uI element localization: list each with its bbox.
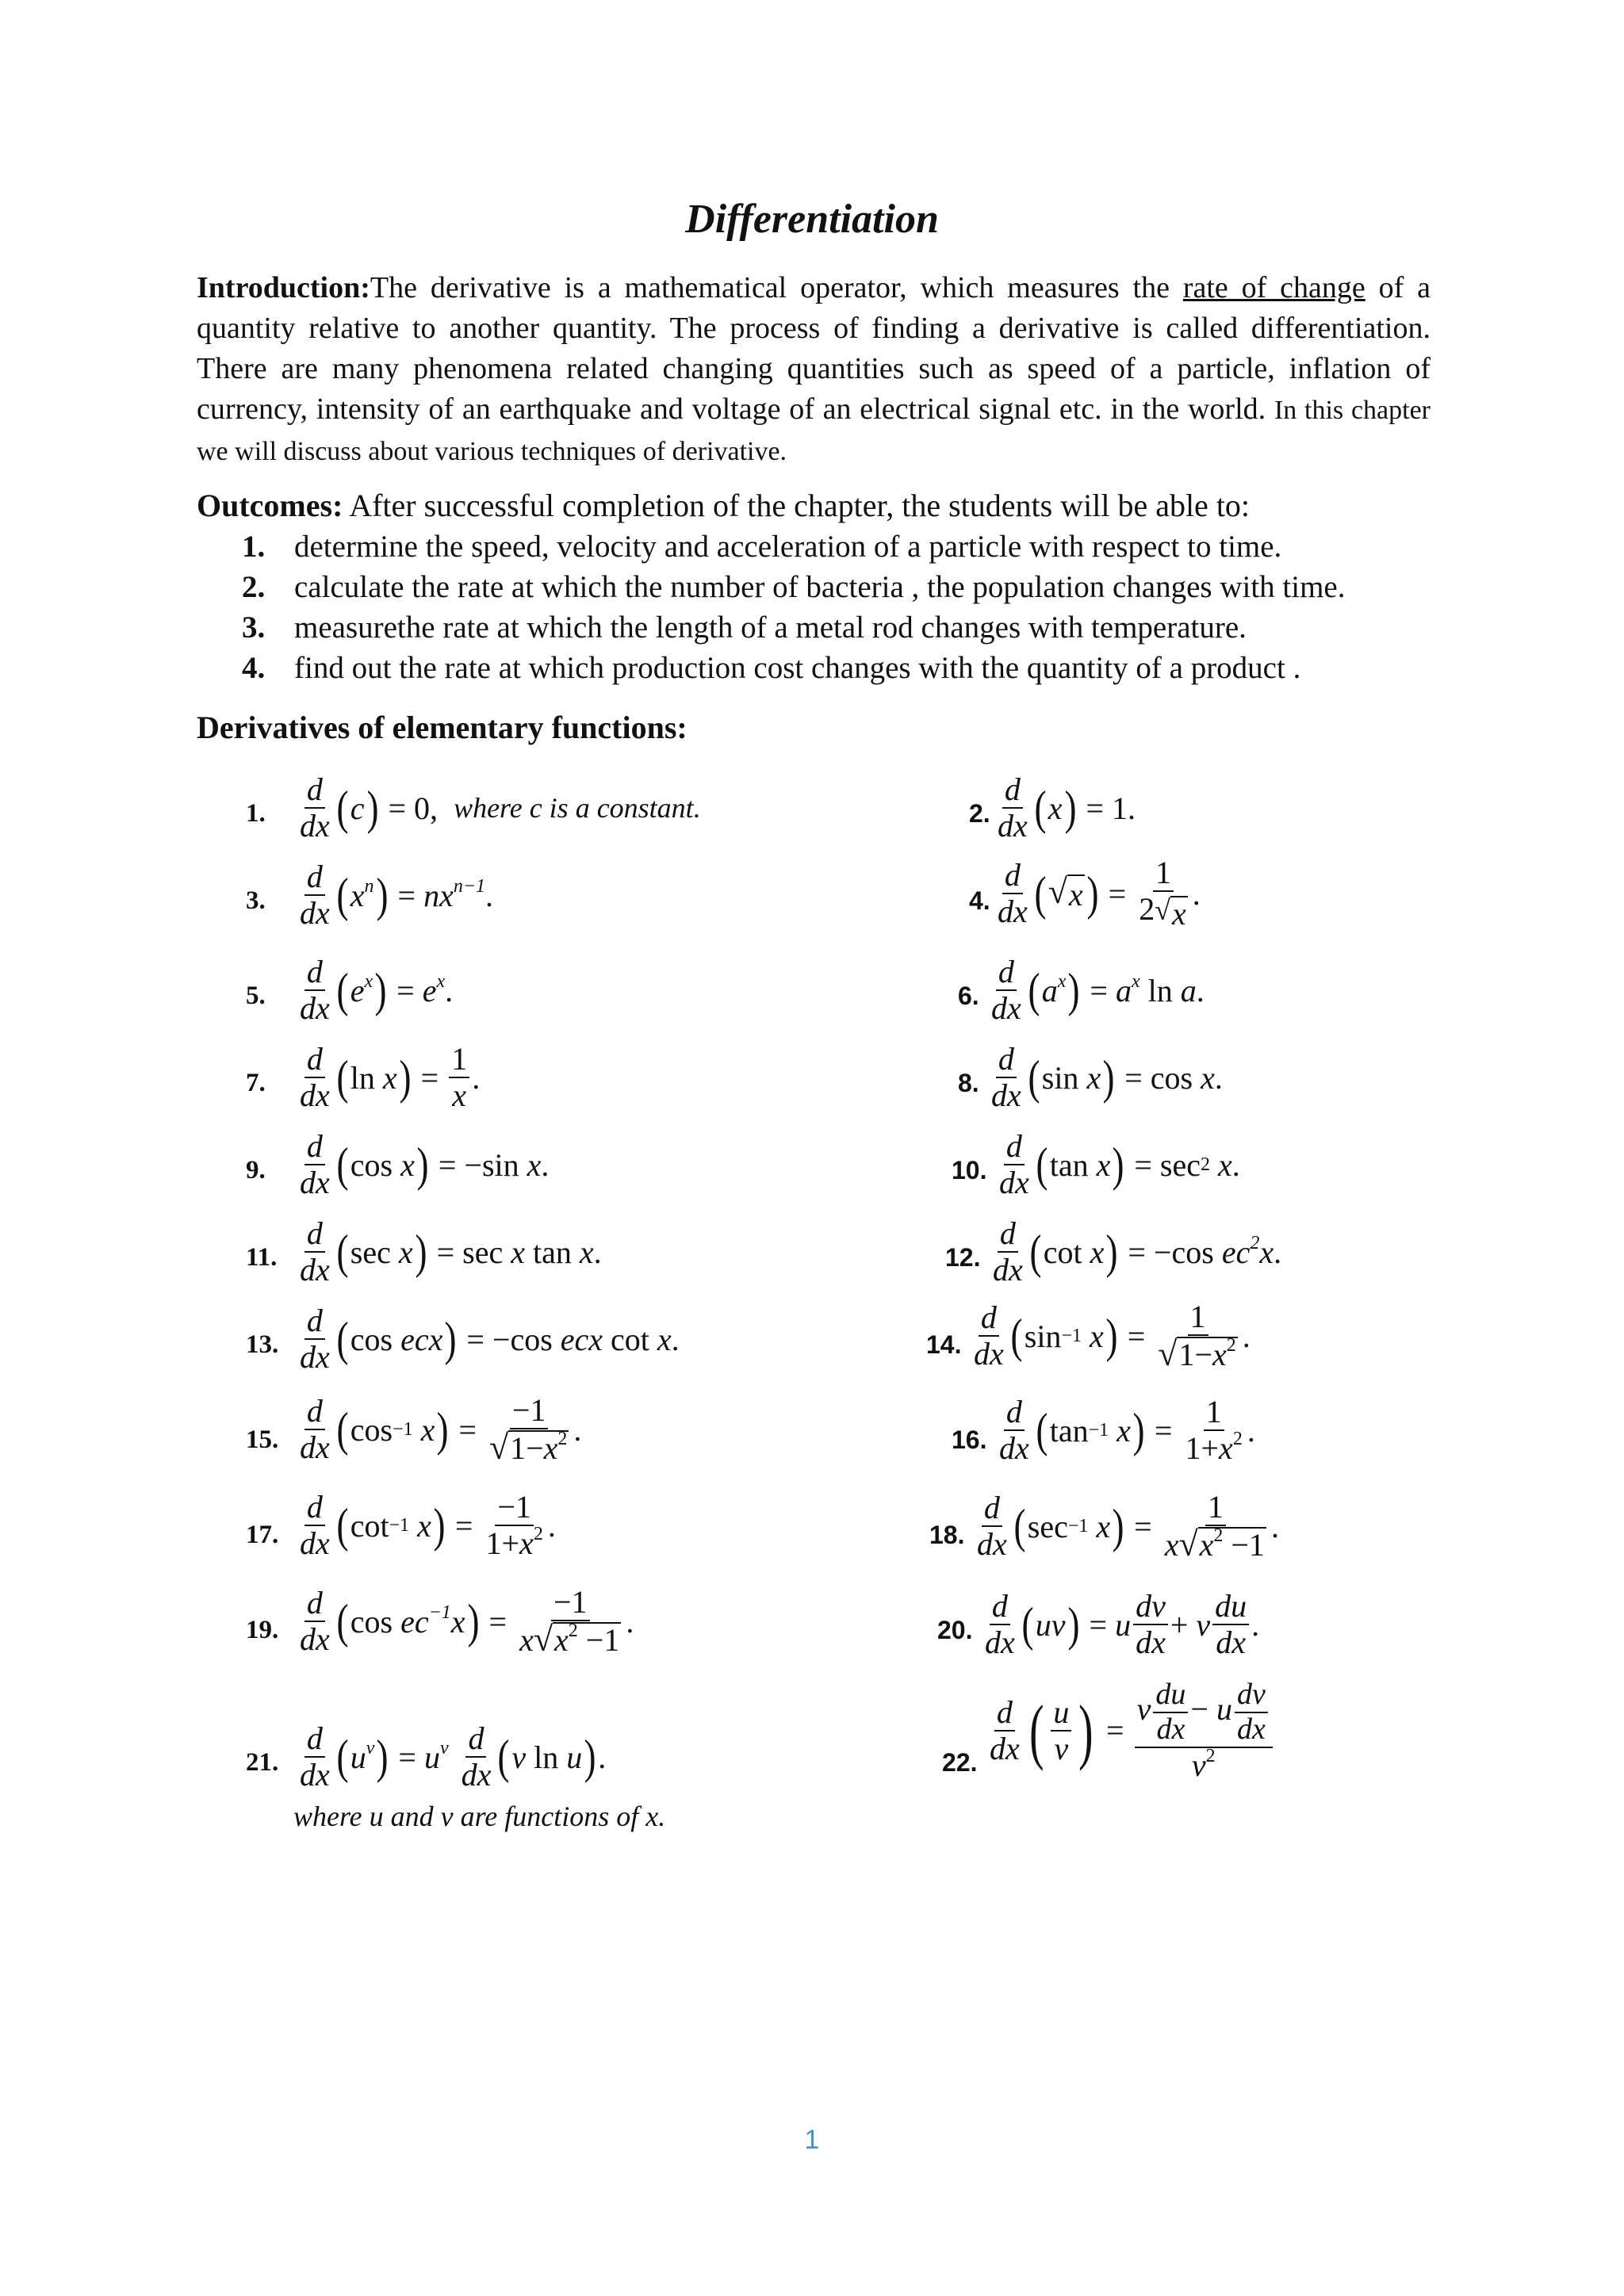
formula-14: $\frac{d}{dx}$ ( sin −1 x ) = 1 √ $1-x^2$ . <box>974 1299 1251 1373</box>
formula-number: 7. <box>246 1069 266 1097</box>
formula-number: 1. <box>246 799 266 828</box>
formula-5: $\frac{d}{dx}$ ( $e^x$ ) = $e^x$ . <box>300 954 454 1026</box>
formula-number: 17. <box>246 1521 279 1549</box>
formula-20: $\frac{d}{dx}$ ( uv ) = u $\frac{dv}{dx}$ + v $\frac{du}{dx}$ . <box>985 1588 1260 1660</box>
formula-9: $\frac{d}{dx}$ ( cos x ) = −sin x . <box>300 1128 550 1200</box>
list-item-number: 4. <box>242 651 266 685</box>
list-item-text: find out the rate at which production cost changes with the quantity of a product . <box>294 651 1301 685</box>
page-title: Differentiation <box>685 197 939 242</box>
formula-number: 13. <box>246 1330 279 1359</box>
list-item <box>242 607 1346 648</box>
introduction-text-3: In this chapter we will discuss about various techniques of derivative. <box>197 396 1431 466</box>
formula-footnote: where u and v are functions of x. <box>293 1800 666 1832</box>
formula-12: $\frac{d}{dx}$ ( cot x ) = −cos $ec^2x$ . <box>993 1215 1282 1288</box>
formula-3: $\frac{d}{dx}$ ( $x^n$ ) = $nx^{n-1}$ . <box>300 859 494 931</box>
formula-number: 16. <box>952 1425 987 1454</box>
formula-17: $\frac{d}{dx}$ ( cot −1 x ) = $\frac{-1}{1+x^2}$ . <box>300 1489 556 1561</box>
formula-number: 15. <box>246 1425 279 1454</box>
formula-number: 18. <box>929 1521 965 1549</box>
formula-number: 6. <box>958 982 979 1010</box>
formula-15: $\frac{d}{dx}$ ( cos −1 x ) = −1 √ $1-x^2$ . <box>300 1392 582 1467</box>
list-item-number: 2. <box>242 570 266 604</box>
formula-4: $\frac{d}{dx}$ ( √ x ) = 1 2 √ x . <box>998 855 1201 932</box>
section-heading: Derivatives of elementary functions: <box>197 710 688 745</box>
formula-number: 12. <box>945 1243 981 1272</box>
list-item-text: determine the speed, velocity and acceleration of a particle with respect to time. <box>294 530 1282 564</box>
list-item-number: 3. <box>242 610 266 645</box>
formula-19: $\frac{d}{dx}$ ( cos $ec^{-1}x$ ) = −1 x √ $x^2 -1$ . <box>300 1584 634 1659</box>
list-item-text: calculate the rate at which the number of bacteria , the population changes with time. <box>294 570 1346 604</box>
formula-7: $\frac{d}{dx}$ ( ln x ) = $\frac{1}{x}$ . <box>300 1041 481 1113</box>
formula-22: $\frac{d}{dx}$ ( $\frac{u}{v}$ ) = v $\frac{du}{dx}$ − u $\frac{dv}{dx}$ $v^2$ <box>985 1679 1275 1782</box>
formula-2: $\frac{d}{dx}$ ( x ) = 1. <box>998 771 1136 844</box>
list-item-text: measurethe rate at which the length of a metal rod changes with temperature. <box>294 610 1247 645</box>
formula-number: 19. <box>246 1616 279 1644</box>
outcomes-list <box>242 526 1346 688</box>
formula-number: 20. <box>937 1616 973 1644</box>
list-item <box>242 567 1346 607</box>
formula-8: $\frac{d}{dx}$ ( sin x ) = cos x . <box>991 1041 1223 1113</box>
formula-number: 3. <box>246 886 266 915</box>
formula-number: 5. <box>246 982 266 1010</box>
formula-6: $\frac{d}{dx}$ ( $a^x$ ) = $a^x$ ln a . <box>991 954 1205 1026</box>
formula-21: $\frac{d}{dx}$ ( $u^v$ ) = $u^v$ $\frac{d}{dx}$ ( v ln u ) . <box>300 1720 607 1793</box>
formula-11: $\frac{d}{dx}$ ( sec x ) = sec x tan x . <box>300 1215 602 1288</box>
rate-of-change-term: rate of change <box>1182 271 1365 304</box>
formula-13: $\frac{d}{dx}$ ( cos ecx ) = −cos ecx cot x . <box>300 1303 680 1375</box>
formula-number: 9. <box>246 1156 266 1184</box>
formula-10: $\frac{d}{dx}$ ( tan x ) = sec 2 x . <box>999 1128 1240 1200</box>
introduction-text-2: of a quantity relative to another quantity. The process of finding a derivative is called differentiation. There are many phenomena related changing quantities such as speed of a particle, inflation of currency, intensity of an earthquake and voltage of an electrical signal etc. in the world. <box>197 271 1431 426</box>
formula-number: 14. <box>926 1330 962 1359</box>
formula-number: 10. <box>952 1156 987 1184</box>
outcomes-text: After successful completion of the chapter, the students will be able to: <box>343 488 1251 523</box>
formula-note: where c is a constant. <box>454 792 701 824</box>
formula-16: $\frac{d}{dx}$ ( tan −1 x ) = $\frac{1}{1+x^2}$ . <box>999 1394 1255 1466</box>
formula-1: $\frac{d}{dx}$ ( c ) = 0, where c is a constant. <box>300 771 701 844</box>
formula-number: 8. <box>958 1069 979 1097</box>
formula-number: 21. <box>246 1748 279 1777</box>
list-item <box>242 648 1346 688</box>
introduction-text-1: The derivative is a mathematical operator, which measures the <box>370 271 1183 304</box>
introduction-paragraph <box>197 268 1431 472</box>
formula-18: $\frac{d}{dx}$ ( sec −1 x ) = 1 x √ $x^2 -1$ . <box>977 1489 1279 1563</box>
formula-number: 22. <box>942 1748 978 1777</box>
formula-number: 4. <box>969 886 990 915</box>
introduction-label: Introduction: <box>197 271 370 304</box>
page-number: 1 <box>804 2125 820 2155</box>
list-item-number: 1. <box>242 530 266 564</box>
outcomes-label: Outcomes: <box>197 488 343 523</box>
formula-number: 11. <box>246 1243 278 1272</box>
formula-number: 2. <box>969 799 990 828</box>
list-item <box>242 526 1346 567</box>
outcomes-paragraph <box>197 485 1431 526</box>
